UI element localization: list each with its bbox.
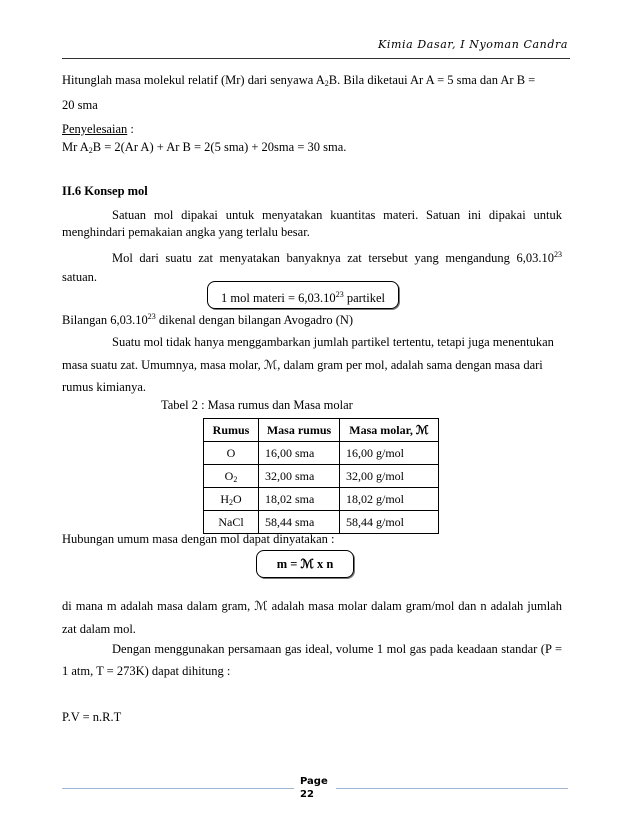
table-cell-mass: 32,00 sma	[259, 465, 340, 488]
para5-line1: Dengan menggunakan persamaan gas ideal, volume 1 mol gas pada keadaan standar (P =	[112, 642, 562, 656]
example-question-line1: Hitunglah masa molekul relatif (Mr) dari senyawa $A_2B$. Bila diketaui Ar A = 5 sma dan Ar B =	[62, 73, 536, 88]
table-cell-molar: 18,02 g/mol	[340, 488, 439, 511]
para3-line1: Suatu mol tidak hanya menggambarkan jumlah partikel tertentu, tetapi juga menentukan	[112, 335, 554, 349]
table-cell-formula: NaCl	[204, 511, 259, 534]
relation-text: Hubungan umum masa dengan mol dapat dinyatakan :	[62, 532, 335, 546]
table-cell-mass: 18,02 sma	[259, 488, 340, 511]
example-question-line2: 20 sma	[62, 98, 98, 112]
para2-line2: satuan.	[62, 270, 98, 284]
table-header-masa-molar: Masa molar, ℳ	[340, 419, 439, 442]
page-number	[300, 775, 330, 801]
page-label: Page	[300, 776, 328, 787]
molar-mass-table	[203, 418, 439, 534]
para3-line3: rumus kimianya.	[62, 380, 147, 394]
footer-divider-right	[336, 788, 568, 789]
table-header-rumus: Rumus	[204, 419, 259, 442]
para4-line1: di mana m adalah masa dalam gram, ℳ adalah masa molar dalam gram/mol dan n adalah jumlah	[62, 599, 562, 613]
para3-line2: masa suatu zat. Umumnya, masa molar, ℳ, dalam gram per mol, adalah sama dengan masa dari	[62, 358, 543, 372]
para1-line2: menghindari pemakaian angka yang terlalu besar.	[62, 225, 310, 239]
table-cell-formula: $O_2$	[204, 465, 259, 488]
section-title: II.6 Konsep mol	[62, 184, 148, 198]
table-header-row	[204, 419, 439, 442]
footer-divider-left	[62, 788, 294, 789]
page-number-value: 22	[300, 789, 314, 800]
table-row	[204, 465, 439, 488]
para5-line2: 1 atm, T = 273K) dapat dihitung :	[62, 664, 231, 678]
mass-formula-box: m = ℳ x n	[256, 550, 354, 578]
table-row	[204, 442, 439, 465]
table-cell-formula: O	[204, 442, 259, 465]
table-row	[204, 488, 439, 511]
header-title: Kimia Dasar, I Nyoman Candra	[378, 38, 568, 51]
ideal-gas-equation: P.V = n.R.T	[62, 710, 122, 724]
para4-line2: zat dalam mol.	[62, 622, 136, 636]
header-divider	[62, 58, 570, 59]
table-cell-mass: 58,44 sma	[259, 511, 340, 534]
table-cell-mass: 16,00 sma	[259, 442, 340, 465]
table-cell-formula: $H_2O$	[204, 488, 259, 511]
avogadro-line: Bilangan 6,03.10$^{23}$ dikenal dengan bilangan Avogadro (N)	[62, 312, 354, 327]
table-cell-molar: 58,44 g/mol	[340, 511, 439, 534]
mol-definition-box: 1 mol materi = $6,03.10^{23}$ partikel	[207, 281, 399, 309]
solution-text: Mr $A_2B = 2(Ar$ A) + Ar B = 2(5 sma) + 20sma = 30 sma.	[62, 140, 347, 155]
table-row	[204, 511, 439, 534]
table-header-masa-rumus: Masa rumus	[259, 419, 340, 442]
solution-label: Penyelesaian :	[62, 122, 134, 136]
para2-line1: Mol dari suatu zat menyatakan banyaknya zat tersebut yang mengandung 6,03.10$^{23}$	[112, 250, 562, 265]
table-cell-molar: 32,00 g/mol	[340, 465, 439, 488]
table-caption: Tabel 2 : Masa rumus dan Masa molar	[161, 398, 353, 412]
para1-line1: Satuan mol dipakai untuk menyatakan kuantitas materi. Satuan ini dipakai untuk	[112, 208, 562, 222]
table-cell-molar: 16,00 g/mol	[340, 442, 439, 465]
